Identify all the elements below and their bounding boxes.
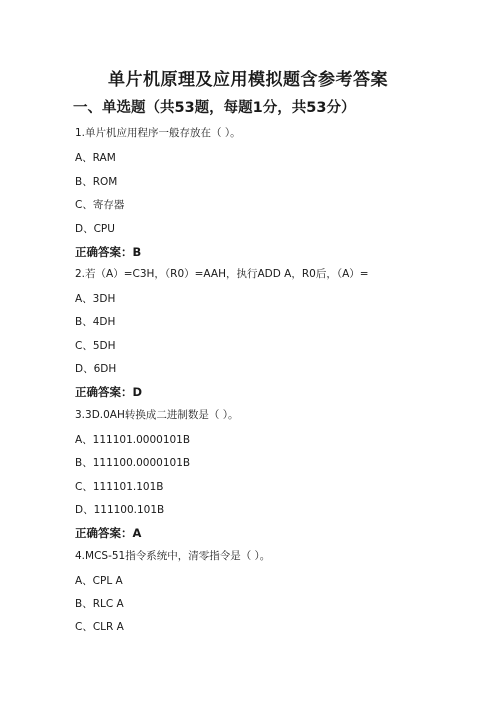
question-stem: 1.单片机应用程序一般存放在（ ）。	[75, 127, 241, 139]
question-option: C、5DH	[75, 340, 116, 352]
question-stem: 2.若（A）=C3H，（R0）=AAH，执行ADD A，R0后，（A）=	[75, 268, 369, 280]
question-option: A、RAM	[75, 152, 116, 164]
correct-answer: 正确答案：A	[75, 526, 142, 540]
question-option: B、ROM	[75, 176, 118, 188]
question-option: C、111101.101B	[75, 481, 164, 493]
correct-answer: 正确答案：B	[75, 245, 142, 259]
question-option: B、4DH	[75, 316, 116, 328]
section-heading: 一、单选题（共53题，每题1分，共53分）	[73, 100, 356, 116]
question-option: B、RLC A	[75, 598, 124, 610]
question-option: D、6DH	[75, 363, 117, 375]
question-option: C、寄存器	[75, 199, 125, 211]
document-title: 单片机原理及应用模拟题含参考答案	[108, 70, 388, 90]
question-option: A、3DH	[75, 293, 116, 305]
question-stem: 3.3D.0AH转换成二进制数是（ ）。	[75, 409, 239, 421]
question-option: B、111100.0000101B	[75, 457, 191, 469]
question-option: C、CLR A	[75, 621, 124, 633]
question-stem: 4.MCS-51指令系统中，清零指令是（ ）。	[75, 550, 271, 562]
question-option: A、CPL A	[75, 575, 123, 587]
question-option: D、CPU	[75, 223, 115, 235]
correct-answer: 正确答案：D	[75, 385, 143, 399]
question-option: A、111101.0000101B	[75, 434, 191, 446]
question-option: D、111100.101B	[75, 504, 165, 516]
